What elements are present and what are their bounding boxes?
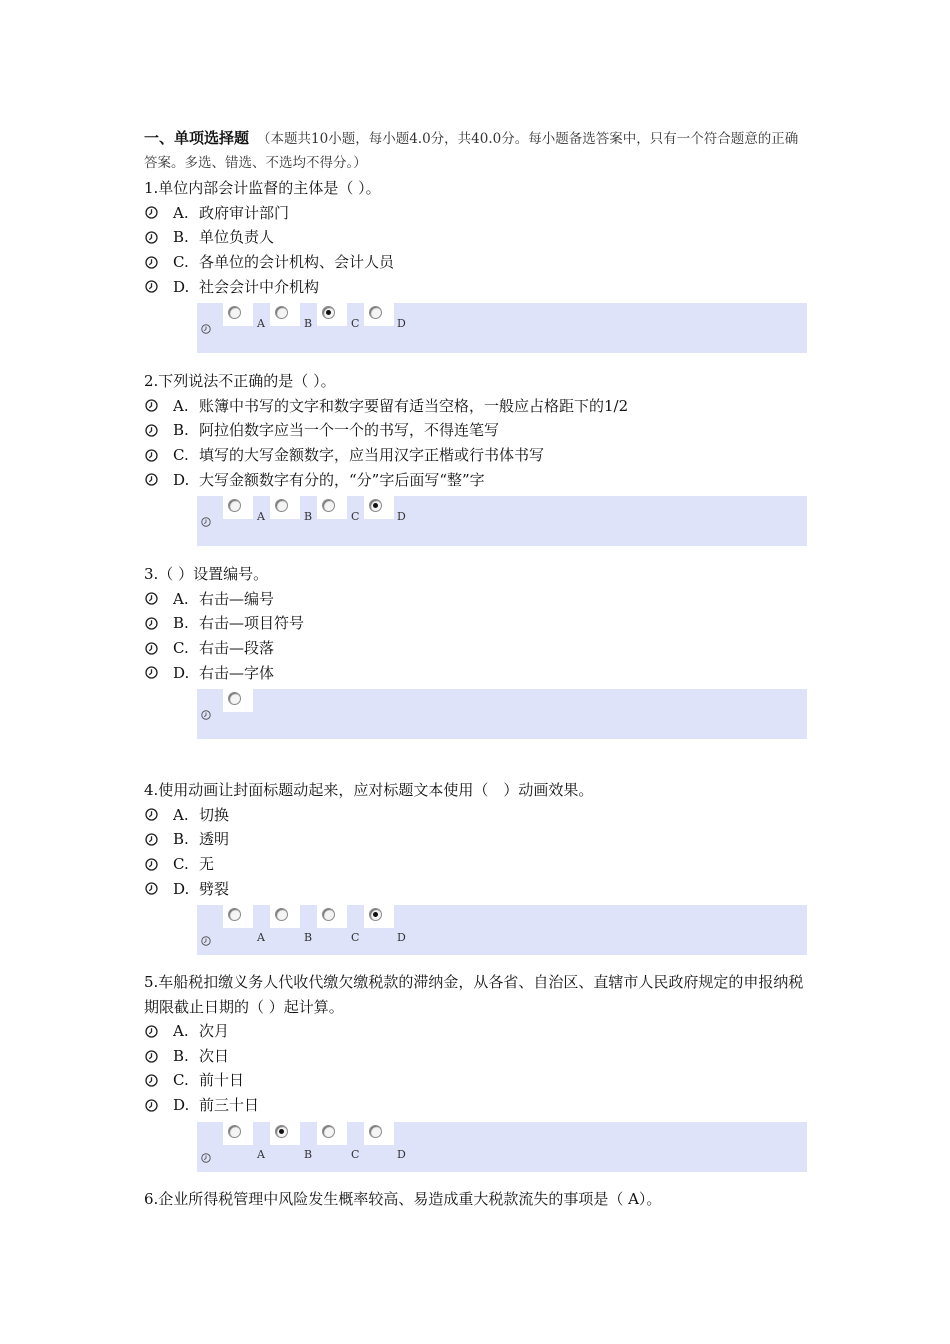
clock-icon	[201, 931, 211, 941]
option-row	[144, 418, 808, 443]
clock-icon	[145, 882, 158, 895]
option-key: C.	[173, 854, 189, 873]
answer-radio-box	[317, 303, 347, 326]
answer-letter: D	[397, 510, 406, 524]
option-key: D.	[173, 663, 190, 682]
clock-icon	[145, 449, 158, 462]
question-2	[144, 369, 808, 546]
answer-panel	[197, 1122, 807, 1172]
option-text: 大写金额数字有分的，“分”字后面写“整”字	[199, 470, 485, 489]
option-text: 右击—段落	[199, 638, 275, 657]
answer-radio[interactable]	[275, 306, 288, 319]
answer-radio-box	[364, 303, 394, 326]
option-key: A.	[173, 589, 189, 608]
answer-letter: C	[351, 1147, 360, 1161]
section-title: 一、单项选择题	[144, 129, 250, 147]
question-4	[144, 778, 808, 955]
clock-icon	[145, 1050, 158, 1063]
option-key: D.	[173, 470, 190, 489]
answer-radio[interactable]	[275, 1125, 288, 1138]
option-key: A.	[173, 203, 189, 222]
option-row	[144, 1019, 808, 1044]
answer-letter: A	[257, 1147, 265, 1161]
option-row	[144, 852, 808, 877]
clock-icon	[145, 1074, 158, 1087]
answer-panel	[197, 905, 807, 955]
clock-icon	[145, 206, 158, 219]
answer-letter: C	[351, 317, 360, 331]
question-5	[144, 970, 808, 1172]
answer-radio-box	[223, 689, 253, 712]
answer-radio[interactable]	[228, 306, 241, 319]
question-3	[144, 562, 808, 739]
option-key: C.	[173, 252, 189, 271]
option-text: 各单位的会计机构、会计人员	[199, 252, 395, 271]
question-text: 1.单位内部会计监督的主体是（ ）。	[144, 179, 381, 197]
answer-letter: A	[257, 317, 265, 331]
answer-radio-box	[270, 496, 300, 519]
answer-panel	[197, 689, 807, 739]
answer-letter: D	[397, 317, 406, 331]
option-text: 政府审计部门	[199, 203, 290, 222]
answer-panel	[197, 303, 807, 353]
option-text: 右击—编号	[199, 589, 275, 608]
answer-letter: B	[304, 317, 313, 331]
option-row	[144, 225, 808, 250]
clock-icon	[145, 858, 158, 871]
clock-icon	[145, 473, 158, 486]
option-row	[144, 201, 808, 226]
answer-radio[interactable]	[228, 692, 241, 705]
answer-radio[interactable]	[322, 499, 335, 512]
answer-radio[interactable]	[322, 1125, 335, 1138]
option-key: D.	[173, 879, 190, 898]
section-note: （本题共10小题，每小题4.0分，共40.0分。每小题备选答案中，只有一个符合题意的正确答案。多选、错选、不选均不得分。）	[144, 131, 799, 171]
answer-radio-box	[223, 905, 253, 928]
question-text: 3.（ ）设置编号。	[144, 565, 269, 583]
option-key: B.	[173, 830, 189, 849]
clock-icon	[145, 808, 158, 821]
answer-letter: C	[351, 510, 360, 524]
option-row	[144, 1044, 808, 1069]
answer-radio-box	[270, 1122, 300, 1145]
answer-radio-box	[223, 1122, 253, 1145]
answer-radio-box	[364, 905, 394, 928]
option-key: B.	[173, 1046, 189, 1065]
answer-radio[interactable]	[369, 499, 382, 512]
answer-panel	[197, 496, 807, 546]
clock-icon	[201, 319, 211, 329]
clock-icon	[201, 512, 211, 522]
answer-radio-box	[223, 496, 253, 519]
option-text: 社会会计中介机构	[199, 277, 320, 296]
answer-letter: B	[304, 510, 313, 524]
answer-radio[interactable]	[322, 908, 335, 921]
answer-radio[interactable]	[369, 306, 382, 319]
option-key: B.	[173, 614, 189, 633]
answer-radio-box	[223, 303, 253, 326]
question-1	[144, 176, 808, 353]
clock-icon	[201, 705, 211, 715]
option-text: 右击—字体	[199, 663, 275, 682]
clock-icon	[145, 833, 158, 846]
option-key: D.	[173, 1096, 190, 1115]
answer-letter: A	[257, 510, 265, 524]
clock-icon	[145, 1025, 158, 1038]
option-text: 填写的大写金额数字，应当用汉字正楷或行书体书写	[199, 445, 545, 464]
answer-radio[interactable]	[275, 908, 288, 921]
option-row	[144, 636, 808, 661]
option-row	[144, 1068, 808, 1093]
option-text: 右击—项目符号	[199, 614, 305, 633]
question-text: 5.车船税扣缴义务人代收代缴欠缴税款的滞纳金，从各省、自治区、直辖市人民政府规定的申报纳税期限截止日期的（ ）起计算。	[144, 973, 804, 1016]
option-key: A.	[173, 1022, 189, 1040]
clock-icon	[145, 592, 158, 605]
answer-radio-box	[317, 496, 347, 519]
option-row	[144, 827, 808, 852]
answer-radio-box	[270, 905, 300, 928]
option-text: 劈裂	[199, 879, 230, 898]
answer-radio[interactable]	[228, 1125, 241, 1138]
clock-icon	[201, 1148, 211, 1158]
option-row	[144, 877, 808, 902]
option-key: A.	[173, 805, 189, 824]
question-text: 6.企业所得税管理中风险发生概率较高、易造成重大税款流失的事项是（ A）。	[144, 1190, 662, 1208]
option-row	[144, 803, 808, 828]
answer-letter: A	[257, 931, 265, 945]
option-row	[144, 275, 808, 300]
option-row	[144, 394, 808, 419]
option-row	[144, 661, 808, 686]
option-key: C.	[173, 1071, 189, 1090]
option-row	[144, 468, 808, 493]
question-text: 2.下列说法不正确的是（ ）。	[144, 372, 336, 390]
clock-icon	[145, 617, 158, 630]
answer-radio-box	[364, 496, 394, 519]
option-text: 前三十日	[199, 1096, 260, 1115]
question-6	[144, 1187, 808, 1212]
answer-radio-box	[317, 905, 347, 928]
answer-letter: D	[397, 1147, 406, 1161]
option-text: 切换	[199, 805, 230, 824]
clock-icon	[145, 399, 158, 412]
option-key: A.	[173, 396, 189, 415]
option-row	[144, 611, 808, 636]
option-text: 账簿中书写的文字和数字要留有适当空格，一般应占格距下的1/2	[199, 396, 629, 415]
question-text: 4.使用动画让封面标题动起来，应对标题文本使用（ ）动画效果。	[144, 781, 594, 799]
option-row	[144, 250, 808, 275]
option-key: B.	[173, 421, 189, 440]
answer-radio-box	[270, 303, 300, 326]
answer-letter: C	[351, 931, 360, 945]
clock-icon	[145, 231, 158, 244]
clock-icon	[145, 1099, 158, 1112]
option-text: 无	[199, 854, 215, 873]
clock-icon	[145, 280, 158, 293]
option-key: D.	[173, 277, 190, 296]
option-row	[144, 443, 808, 468]
option-text: 前十日	[199, 1071, 245, 1090]
option-text: 单位负责人	[199, 228, 275, 247]
option-text: 透明	[199, 830, 230, 849]
clock-icon	[145, 642, 158, 655]
option-key: B.	[173, 228, 189, 247]
answer-radio[interactable]	[369, 908, 382, 921]
option-row	[144, 587, 808, 612]
option-text: 次月	[199, 1022, 230, 1040]
clock-icon	[145, 256, 158, 269]
answer-radio[interactable]	[322, 306, 335, 319]
option-text: 次日	[199, 1046, 230, 1065]
option-key: C.	[173, 445, 189, 464]
clock-icon	[145, 666, 158, 679]
option-key: C.	[173, 638, 189, 657]
answer-radio-box	[317, 1122, 347, 1145]
answer-letter: B	[304, 1147, 313, 1161]
answer-radio[interactable]	[369, 1125, 382, 1138]
answer-radio[interactable]	[275, 499, 288, 512]
answer-radio-box	[364, 1122, 394, 1145]
answer-radio[interactable]	[228, 499, 241, 512]
section-header	[144, 126, 808, 175]
answer-radio[interactable]	[228, 908, 241, 921]
answer-letter: D	[397, 931, 406, 945]
clock-icon	[145, 424, 158, 437]
option-row	[144, 1093, 808, 1118]
answer-letter: B	[304, 931, 313, 945]
option-text: 阿拉伯数字应当一个一个的书写，不得连笔写	[199, 421, 500, 440]
